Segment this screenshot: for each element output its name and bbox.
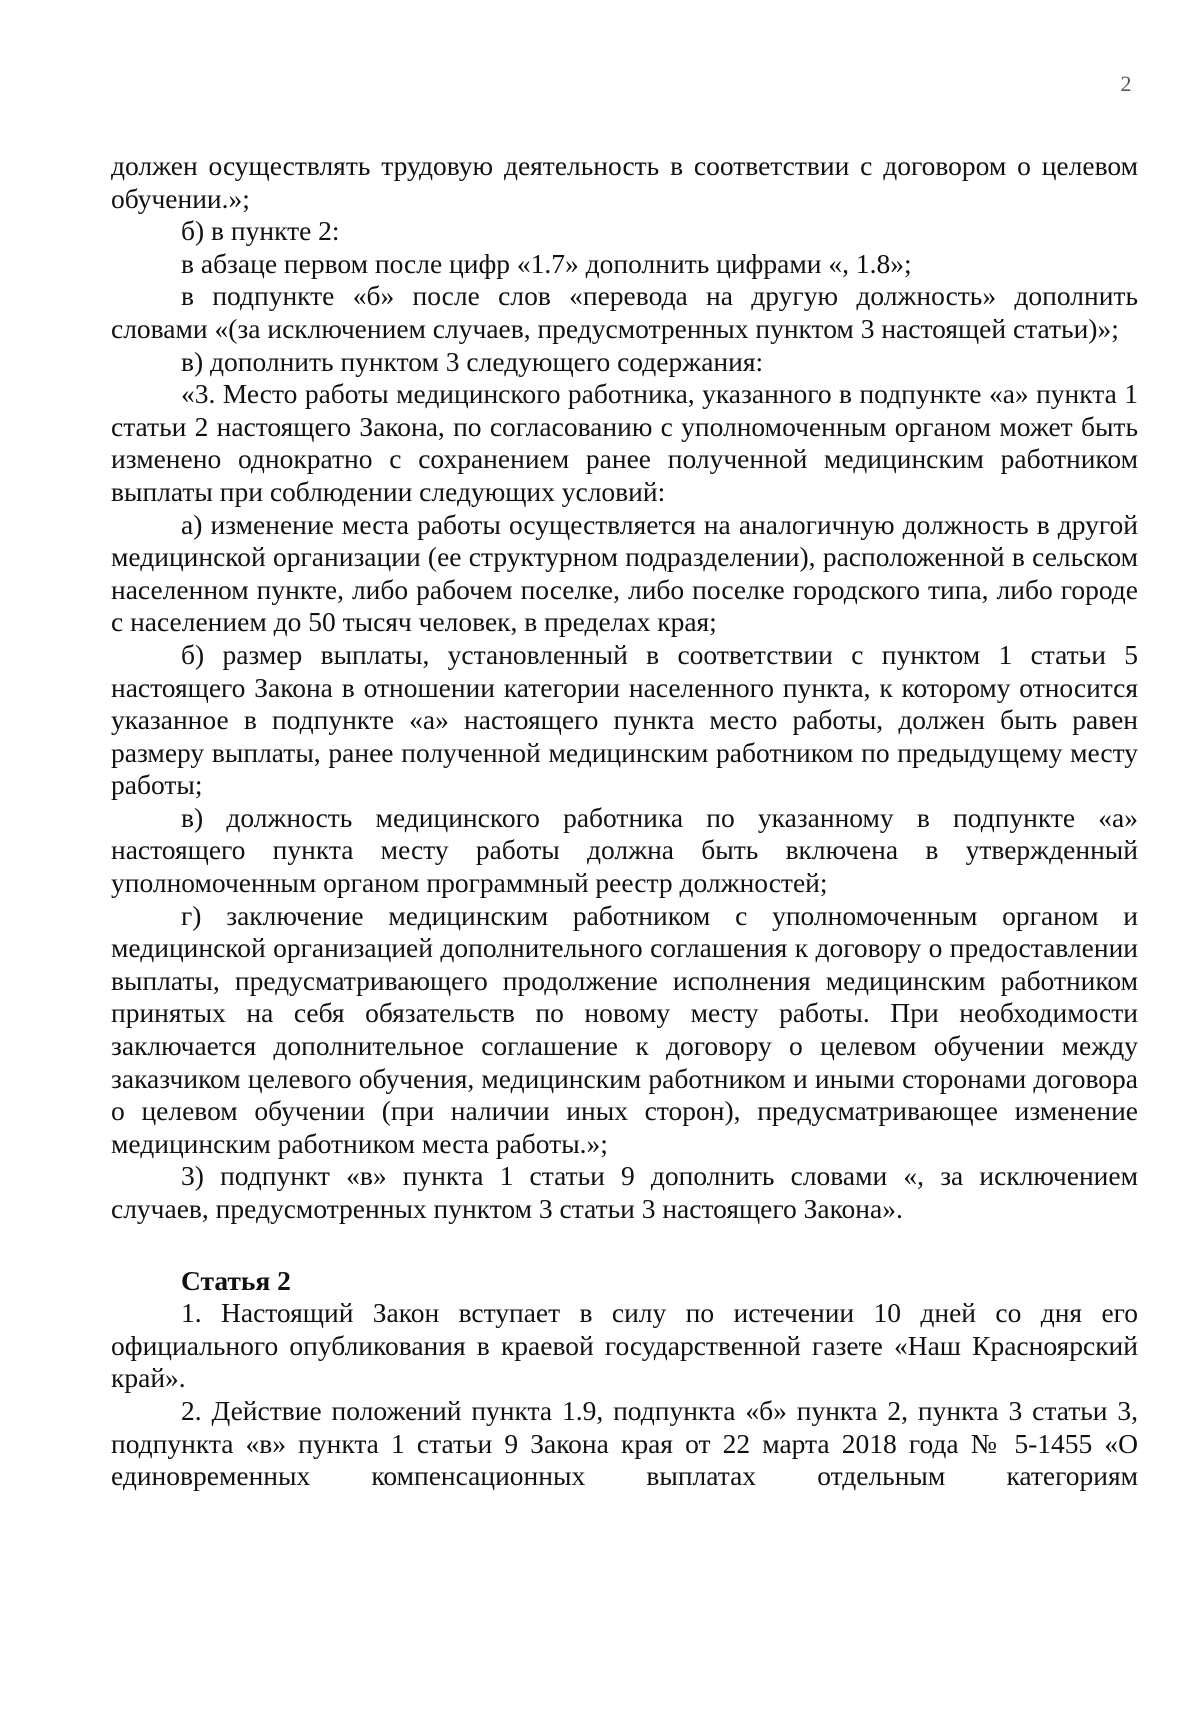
document-body	[111, 150, 1138, 1493]
article-paragraph: 1. Настоящий Закон вступает в силу по истечении 10 дней со дня его официального опубликования в краевой государственной газете «Наш Красноярский край».	[111, 1297, 1138, 1394]
paragraph: должен осуществлять трудовую деятельность в соответствии с договором о целевом обучении.»;	[111, 150, 1138, 214]
paragraph: а) изменение места работы осуществляется на аналогичную должность в другой медицинской организации (ее структурном подразделении), расположенной в сельском населенном пункте, либо рабочем поселке, либо поселке городского типа, либо городе с населением до 50 тысяч человек, в пределах края;	[111, 508, 1138, 638]
paragraph: в) должность медицинского работника по указанному в подпункте «а» настоящего пункта месту работы должна быть включена в утвержденный уполномоченным органом программный реестр должностей;	[111, 801, 1138, 899]
article-heading: Статья 2	[181, 1264, 291, 1296]
paragraph: 3) подпункт «в» пункта 1 статьи 9 дополнить словами «, за исключением случаев, предусмотренных пунктом 3 статьи 3 настоящего Закона».	[111, 1160, 1138, 1224]
page-number: 2	[1120, 71, 1132, 96]
paragraph: б) в пункте 2:	[181, 215, 340, 247]
paragraph: б) размер выплаты, установленный в соответствии с пунктом 1 статьи 5 настоящего Закона в отношении категории населенного пункта, к которому относится указанное в подпункте «а» настоящего пункта место работы, должен быть равен размеру выплаты, ранее полученной медицинским работником по предыдущему месту работы;	[111, 638, 1138, 801]
paragraph: в подпункте «б» после слов «перевода на другую должность» дополнить словами «(за исключением случаев, предусмотренных пунктом 3 настоящей статьи)»;	[111, 280, 1138, 344]
paragraph: в абзаце первом после цифр «1.7» дополнить цифрами «, 1.8»;	[181, 247, 912, 279]
paragraph: г) заключение медицинским работником с уполномоченным органом и медицинской организацией дополнительного соглашения к договору о предоставлении выплаты, предусматривающего продолжение исполнения медицинским работником принятых на себя обязательств по новому месту работы. При необходимости заключается дополнительное соглашение к договору о целевом обучении между заказчиком целевого обучения, медицинским работником и иными сторонами договора о целевом обучении (при наличии иных сторон), предусматривающее изменение медицинским работником места работы.»;	[111, 899, 1138, 1159]
paragraph: в) дополнить пунктом 3 следующего содержания:	[181, 345, 764, 377]
article-paragraph: 2. Действие положений пункта 1.9, подпункта «б» пункта 2, пункта 3 статьи 3, подпункта «в» пункта 1 статьи 9 Закона края от 22 марта 2018 года № 5-1455 «О единовременных компенсационных выплатах отдельным категориям	[111, 1394, 1138, 1492]
paragraph: «3. Место работы медицинского работника, указанного в подпункте «а» пункта 1 статьи 2 настоящего Закона, по согласованию с уполномоченным органом может быть изменено однократно с сохранением ранее полученной медицинским работником выплаты при соблюдении следующих условий:	[111, 378, 1138, 507]
